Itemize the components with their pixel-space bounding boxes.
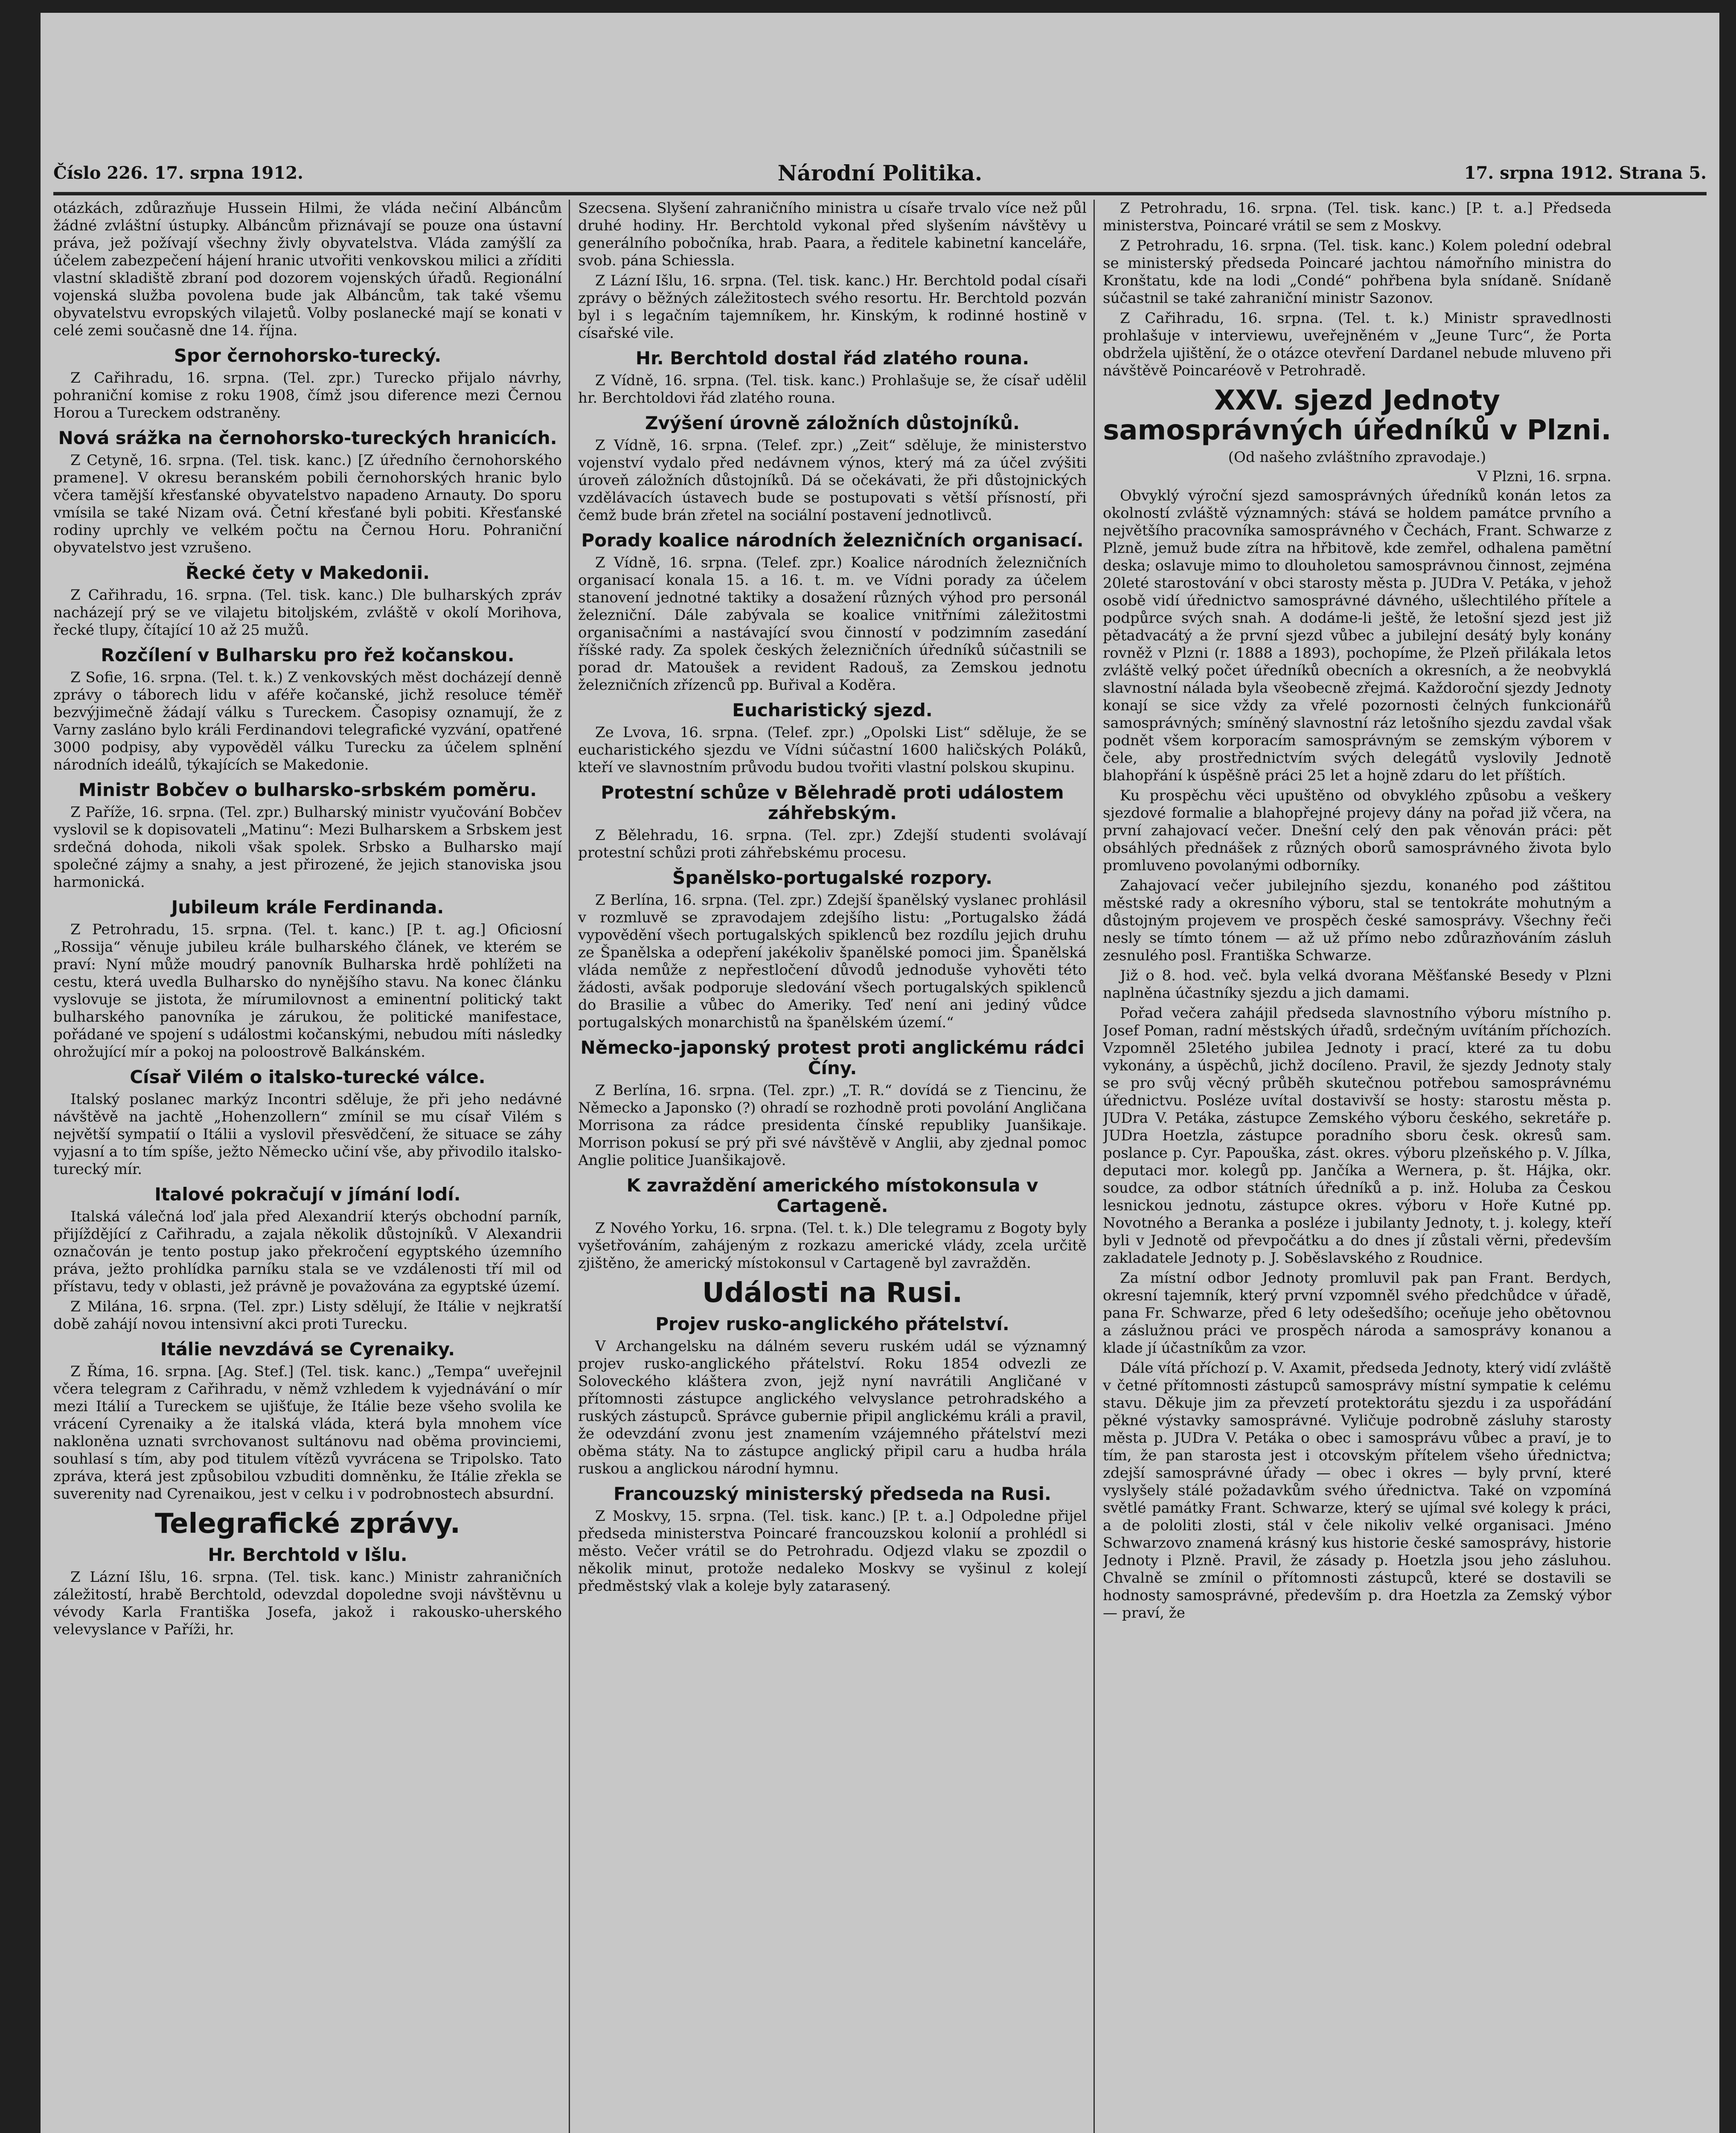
article-text: Z Lázní Išlu, 16. srpna. (Tel. tisk. kanc.) Ministr zahraničních záležitostí, hrabě Berchtold, odevzdal dopoledne svoji návštěvnu u vévody Karla Františka Josefa, jakož i rakousko-uherského velevyslance v Paříži, hr.: [53, 1569, 562, 1638]
headline: Jubileum krále Ferdinanda.: [171, 897, 444, 918]
article-text: Z Cařihradu, 16. srpna. (Tel. t. k.) Ministr spravedlnosti prohlašuje v interviewu, uveřejněném v „Jeune Turc“, že Porta obdržela ujištění, že o otázce otevření Dardanel nebude mluveno při návštěvě Poincaréově v Petrohradě.: [1103, 310, 1611, 379]
article-text: Z Paříže, 16. srpna. (Tel. zpr.) Bulharský ministr vyučování Bobčev vyslovil se k dopisovateli „Matinu“: Mezi Bulharskem a Srbskem jest srdečná dohoda, nikoli však spolek. Srbsko a Bulharsko mají společné zájmy a snahy, a jest přirozené, že jejich stanoviska jsou harmonická.: [53, 804, 562, 891]
column-3: [1103, 200, 1611, 2133]
headline: Nová srážka na černohorsko-tureckých hranicích.: [58, 427, 557, 448]
article-text: Ku prospěchu věci upuštěno od obvyklého způsobu a veškery sjezdové formalie a blahopřejné projevy dány na pořad již včera, na první zahajovací večer. Dnešní celý den pak věnován práci: pět obsáhlých přednášek z různých oborů samosprávného života bylo promluveno povolanými odborníky.: [1103, 787, 1611, 874]
article-text: Dále vítá příchozí p. V. Axamit, předseda Jednoty, který vidí zvláště v četné přítomnosti zástupců samosprávy místní sympatie k celému stavu. Děkuje jim za převzetí protektorátu sjezdu i za uspořádání pěkné výstavky samosprávné. Vyličuje podrobně zásluhy starosty města p. JUDra V. Petáka o obec i samosprávu vůbec a praví, je to tím, že pan starosta jest i otcovským přítelem všeho úřednictva; zdejší samosprávné úřady — obec i okres — byly první, které vyslyšely stálé požadavkům svého úřednictva. Také on vzpomíná světlé památky Frant. Schwarze, který se ujímal své kolegy k práci, a de pololiti zlosti, stál v čele nikoliv velké organisaci. Jméno Schwarzovo znamená krásný kus historie české samosprávy, historie Jednoty i Plzně. Pravil, že zásady p. Hoetzla jsou jeho zásluhou. Chvalně se zmínil o přítomnosti zástupců, které se dostavili se hodnosty samosprávné, především p. dra Hoetzla za Zemský výbor — praví, že: [1103, 1360, 1611, 1622]
article-text: Z Říma, 16. srpna. [Ag. Stef.] (Tel. tisk. kanc.) „Tempa“ uveřejnil včera telegram z Cařihradu, v němž vzhledem k vyjednávání o mír mezi Itálií a Tureckem se ujišťuje, že Itálie beze všeho svolila ke vrácení Cyrenaiky a že italská vláda, která byla mnohem více nakloněna uznati svrchovanost sultánovu nad oběma provinciemi, souhlasí s tím, aby pod titulem vítězů vyvrácena se Tripolsko. Tato zpráva, která jest způsobilou vzbuditi domněnku, že Itálie zřekla se suverenity nad Cyrenaikou, jest v celku i v podrobnostech absurdní.: [53, 1363, 562, 1502]
headline: Porady koalice národních železničních organisací.: [581, 530, 1084, 551]
article-text: Italská válečná loď jala před Alexandrií kterýs obchodní parník, přijíždějící z Cařihradu, a zajala několik důstojníků. V Alexandrii označován je tento postup jako překročení egyptského územního práva, ježto prohlídka parníku stala se ve vzdálenosti tří mil od přístavu, tedy v oblasti, jež právně je považována za egyptské území.: [53, 1208, 562, 1295]
article-text: Pořad večera zahájil předseda slavnostního výboru místního p. Josef Poman, radní městských úřadů, srdečným uvítáním příchozích. Vzpomněl 25letého jubilea Jednoty i prací, které za tu dobu vykonány, a úspěchů, jichž docíleno. Pravil, že sjezdy Jednoty staly se pro svůj věcný průběh skutečnou potřebou samosprávnému úřednictvu. Posléze uvítal dostavivší se hosty: starostu města p. JUDra V. Petáka, zástupce Zemského výboru českého, sekretáře p. JUDra Hoetzla, zástupce poradního sboru česk. okresů sam. poslance p. Cyr. Papouška, zást. okres. výboru plzeňského p. V. Jílka, deputaci mor. kolegů pp. Jančíka a Wernera, p. št. Hájka, okr. soudce, za odbor státních úředníků a p. inž. Holuba za Českou lesnickou jednotu, zástupce okres. výboru v Hoře Kutné pp. Novotného a Beranka a posléze i jubilanty Jednoty, t. j. kolegy, kteří byli v Jednotě od převpočátku a do dnes jí zůstali věrni, především zakladatele Jednoty p. J. Soběslavského z Roudnice.: [1103, 1005, 1611, 1267]
headline: Itálie nevzdává se Cyrenaiky.: [160, 1339, 455, 1360]
article-text: Obvyklý výroční sjezd samosprávných úředníků konán letos za okolností zvláště významných: stává se holdem památce prvního a největšího pracovníka samosprávného v Čechách, Frant. Schwarze z Plzně, jemuž bude zítra na hřbitově, kde zemřel, odhalena pamětní deska; oslavuje mimo to dlouholetou samosprávnou činnost, zejména 20leté starostování v obci starosty města p. JUDra V. Petáka, v jehož osobě vidí úřednictvo samosprávné dávného, ušlechtilého přítele a podpůrce svých snah. A dodáme-li ještě, že letošní sjezd jest již pětadvacátý a že první sjezd vůbec a jubilejní desátý byly konány rovněž v Plzni (r. 1888 a 1893), pochopíme, že Plzeň přilákala letos zvláště velký počet úředníků obecních a okresních, a že neobvyklá slavnostní nálada byla všeobecně zřejmá. Každoroční sjezdy Jednoty konají se sice vždy za vřelé pozornosti čelných funkcionářů samosprávných; smíněný slavnostní ráz letošního sjezdu zavdal však podnět všem korporacím samosprávným se zemským výborem v čele, aby prostřednictvím svých delegátů vyslovily Jednotě blahopřání k úspěšně práci 25 let a hojně zdaru do let příštích.: [1103, 487, 1611, 784]
issue-number: Číslo 226. 17. srpna 1912.: [53, 163, 303, 183]
article-text: Za místní odbor Jednoty promluvil pak pan Frant. Berdych, okresní tajemník, který první vzpomněl svého předchůdce v úřadě, pana Fr. Schwarze, před 6 lety odešedšího; oceňuje jeho obětovnou a záslužnou práci ve prospěch národa a samosprávy konanou a klade jí účastníkům za vzor.: [1103, 1270, 1611, 1357]
headline: Projev rusko-anglického přátelství.: [655, 1314, 1009, 1334]
article-text: Z Lázní Išlu, 16. srpna. (Tel. tisk. kanc.) Hr. Berchtold podal císaři zprávy o běžných záležitostech svého resortu. Hr. Berchtold pozván byl i s legačním tajemníkem, hr. Kinským, k rodinné hostině v císařské vile.: [578, 272, 1087, 342]
article-text: Z Petrohradu, 16. srpna. (Tel. tisk. kanc.) Kolem polední odebral se ministerský předseda Poincaré jachtou námořního ministra do Kronštatu, kde na lodi „Condé“ pohřbena byla snídaně. Snídaně súčastnil se také zahraniční ministr Sazonov.: [1103, 237, 1611, 307]
article-text: Z Cařihradu, 16. srpna. (Tel. tisk. kanc.) Dle bulharských zpráv nacházejí prý se ve vilajetu bitoljském, zvláště v okolí Morihova, řecké tlupy, čítající 10 až 25 mužů.: [53, 587, 562, 639]
headline: Protestní schůze v Bělehradě proti událostem záhřebským.: [601, 782, 1064, 823]
headline: Hr. Berchtold v Išlu.: [208, 1544, 407, 1565]
column-divider: [1093, 200, 1095, 2133]
headline: Zvýšení úrovně záložních důstojníků.: [645, 413, 1020, 433]
masthead: Národní Politika.: [777, 160, 983, 186]
article-text: Z Petrohradu, 15. srpna. (Tel. t. kanc.) [P. t. ag.] Oficiosní „Rossija“ věnuje jubileu krále bulharského článek, ve kterém se praví: Nyní může moudrý panovník Bulharska hrdě pohlížeti na cestu, která uvedla Bulharsko do nynějšího stavu. Na konec článku vyslovuje se jistota, že mírumilovnost a eminentní politický takt bulharského panovníka je zárukou, že politické manifestace, pořádané ve spojení s událostmi kočanskými, nebudou míti následky ohrožující mír a pokoj na poloostrově Balkánském.: [53, 921, 562, 1061]
column-1: [53, 200, 562, 2133]
headline: Císař Vilém o italsko-turecké válce.: [130, 1066, 486, 1087]
article-text: Z Petrohradu, 16. srpna. (Tel. tisk. kanc.) [P. t. a.] Předseda ministerstva, Poincaré vrátil se sem z Moskvy.: [1103, 200, 1611, 234]
article-text: Z Vídně, 16. srpna. (Telef. zpr.) Koalice národních železničních organisací konala 15. a 16. t. m. ve Vídni porady za účelem stanovení jednotné taktiky a dosažení různých výhod pro personál železniční. Dále zabývala se koalice vnitřními záležitostmi organisačními a nastávající svou činností v podzimním zasedání říšské rady. Za spolek českých železničních úředníků súčastnili se porad dr. Matoušek a revident Radouš, za Zemskou jednotu železničních zřízenců pp. Buřival a Koděra.: [578, 554, 1087, 694]
newspaper-page: [41, 13, 1719, 2133]
headline: K zavraždění amerického místokonsula v Cartageně.: [626, 1175, 1038, 1216]
article-text: Z Nového Yorku, 16. srpna. (Tel. t. k.) Dle telegramu z Bogoty byly vyšetřováním, zahájeným z rozkazu americké vlády, zcela určitě zjištěno, že americký místokonsul v Cartageně byl zavražděn.: [578, 1220, 1087, 1272]
article-text: Z Cetyně, 16. srpna. (Tel. tisk. kanc.) [Z úředního černohorského pramene]. V okresu beranském pobili černohorských hranic bylo včera tamější křesťanské obyvatelstvo napadeno Arnauty. Do sporu vmísila se také Nizam ová. Četní křesťané byli pobiti. Křesťanské rodiny uprchly ve velkém počtu na Černou Horu. Pohraniční obyvatelstvo jest vzrušeno.: [53, 452, 562, 556]
article-text: V Archangelsku na dálném severu ruském udál se významný projev rusko-anglického přátelství. Roku 1854 odvezli ze Soloveckého kláštera zvon, jejž nyní navrátili Angličané v přítomnosti zástupce anglického velvyslance petrohradského a ruských zástupců. Správce gubernie připil anglickému králi a pravil, že odevzdání zvonu jest znamením vzájemného přátelství mezi oběma státy. Na to zástupce anglický připil caru a hudba hrála ruskou a anglickou národní hymnu.: [578, 1338, 1087, 1477]
headline: Francouzský ministerský předseda na Rusi.: [614, 1483, 1051, 1504]
dateline: V Plzni, 16. srpna.: [1477, 468, 1611, 485]
column-divider: [569, 200, 570, 2133]
headline: Italové pokračují v jímání lodí.: [154, 1184, 461, 1205]
header-rule: [53, 192, 1707, 195]
headline: Eucharistický sjezd.: [732, 700, 933, 721]
column-2: [578, 200, 1087, 2133]
headline: Španělsko-portugalské rozpory.: [672, 867, 992, 888]
section-headline: XXV. sjezd Jednoty samosprávných úředníků v Plzni.: [1103, 385, 1611, 446]
page-header: [53, 158, 1707, 188]
article-text: Ze Lvova, 16. srpna. (Telef. zpr.) „Opolski List“ sděluje, že se eucharistického sjezdu ve Vídni súčastní 1600 haličských Poláků, kteří ve slavnostním průvodu budou tvořiti vlastní polskou skupinu.: [578, 724, 1087, 776]
article-text: Již o 8. hod. več. byla velká dvorana Měšťanské Besedy v Plzni naplněna účastníky sjezdu a jich damami.: [1103, 967, 1611, 1002]
page-number: 17. srpna 1912. Strana 5.: [1464, 163, 1707, 183]
article-text: Zahajovací večer jubilejního sjezdu, konaného pod záštitou městské rady a okresního výboru, stal se tentokráte mohutným a důstojným projevem ve prospěch české samosprávy. Všechny řeči nesly se tímto tónem — až už přímo nebo zdůrazňováním zásluh zesnulého posl. Františka Schwarze.: [1103, 877, 1611, 964]
article-text: Italský poslanec markýz Incontri sděluje, že při jeho nedávné návštěvě na jachtě „Hohenzollern“ zmínil se mu císař Vilém s největší sympatií o Itálii a vyslovil přesvědčení, že situace se záhy vyjasní a to tím spíše, ježto Německo učiní vše, aby přivodilo italsko-turecký mír.: [53, 1091, 562, 1178]
article-text: Z Vídně, 16. srpna. (Telef. zpr.) „Zeit“ sděluje, že ministerstvo vojenství vydalo před nedávnem výnos, který má za účel zvýšiti úroveň záložních důstojníků. Dá se očekávati, že při důstojnických vzdělávacích ústavech bude se postupovati s větší přísností, při čemž bude brán zřetel na sociální postavení jednotlivců.: [578, 437, 1087, 524]
article-text: Z Moskvy, 15. srpna. (Tel. tisk. kanc.) [P. t. a.] Odpoledne přijel předseda ministerstva Poincaré francouzskou kolonií a prohlédl si město. Večer vrátil se do Petrohradu. Odjezd vlaku se zpozdil o několik minut, protože nedaleko Moskvy se vyšinul z kolejí předměstský vlak a koleje byly zatarasený.: [578, 1508, 1087, 1595]
section-headline: Telegrafické zprávy.: [154, 1508, 461, 1540]
article-text: Z Vídně, 16. srpna. (Tel. tisk. kanc.) Prohlašuje se, že císař udělil hr. Berchtoldovi řád zlatého rouna.: [578, 372, 1087, 407]
article-text: Szecsena. Slyšení zahraničního ministra u císaře trvalo více než půl druhé hodiny. Hr. Berchtold vykonal před slyšením návštěvy u generálního pobočníka, hrab. Paara, a ředitele kabinetní kanceláře, svob. pána Schiessla.: [578, 200, 1087, 269]
article-text: Z Cařihradu, 16. srpna. (Tel. zpr.) Turecko přijalo návrhy, pohraniční komise z roku 1908, čímž jsou diference mezi Černou Horou a Tureckem odstraněny.: [53, 369, 562, 421]
article-text: otázkách, zdůrazňuje Hussein Hilmi, že vláda nečiní Albáncům žádné zvláštní ústupky. Albáncům přiznávají se pouze ona ústavní práva, jež požívají všechny živly obyvatelstva. Vláda zamýšlí za účelem zabezpečení hájení hranic utvořiti venkovskou milici a zříditi vlastní skladiště zbraní pod dozorem vojenských úřadů. Regionální vojenská služba povolena bude jak Albáncům, tak také všemu obyvatelstvu evropských vilajetů. Volby poslanecké mají se konati v celé zemi současně dne 14. října.: [53, 200, 562, 339]
subheading: (Od našeho zvláštního zpravodaje.): [1228, 449, 1486, 466]
article-text: Z Bělehradu, 16. srpna. (Tel. zpr.) Zdejší studenti svolávají protestní schůzi proti záhřebskému procesu.: [578, 827, 1087, 861]
headline: Hr. Berchtold dostal řád zlatého rouna.: [635, 348, 1029, 369]
article-text: Z Sofie, 16. srpna. (Tel. t. k.) Z venkovských měst docházejí denně zprávy o táborech lidu v aféře kočanské, jichž resoluce téměř bezvýjimečně žádají válku s Tureckem. Časopisy oznamují, že z Varny zasláno bylo králi Ferdinandovi telegrafické vyzvání, opatřené 3000 podpisy, aby vypověděl válku Turecku za účelem splnění národních ideálů, týkajících se Makedonie.: [53, 669, 562, 773]
section-headline: Události na Rusi.: [702, 1277, 963, 1309]
headline: Rozčílení v Bulharsku pro řež kočanskou.: [101, 645, 515, 665]
headline: Ministr Bobčev o bulharsko-srbském poměru.: [78, 779, 537, 800]
headline: Řecké čety v Makedonii.: [185, 562, 430, 583]
article-text: Z Berlína, 16. srpna. (Tel. zpr.) „T. R.“ dovídá se z Tiencinu, že Německo a Japonsko (?) ohradí se rozhodně proti povolání Angličana Morrisona za rádce presidenta čínské republiky Juanšikaje. Morrison pokusí se prý při své návštěvě v Anglii, aby zjednal pomoc Anglie politice Juanšikajově.: [578, 1082, 1087, 1169]
article-text: Z Milána, 16. srpna. (Tel. zpr.) Listy sdělují, že Itálie v nejkratší době zahájí novou intensivní akci proti Turecku.: [53, 1298, 562, 1333]
headline: Spor černohorsko-turecký.: [174, 345, 442, 366]
article-text: Z Berlína, 16. srpna. (Tel. zpr.) Zdejší španělský vyslanec prohlásil v rozmluvě se zpravodajem zdejšího listu: „Portugalsko žádá vypovědění všech portugalských spiklenců bez rozdílu jejich druhu ze Španělska a odepření jakékoliv španělské pomoci jim. Španělská vláda nemůže z nepřestločení důvodů jednoduše vyhověti této žádosti, avšak podporuje sledování všech portugalských spiklenců do Brasilie a vůbec do Ameriky. Teď není ani jediný vůdce portugalských monarchistů na španělském území.“: [578, 892, 1087, 1031]
headline: Německo-japonský protest proti anglickému rádci Číny.: [580, 1037, 1085, 1078]
